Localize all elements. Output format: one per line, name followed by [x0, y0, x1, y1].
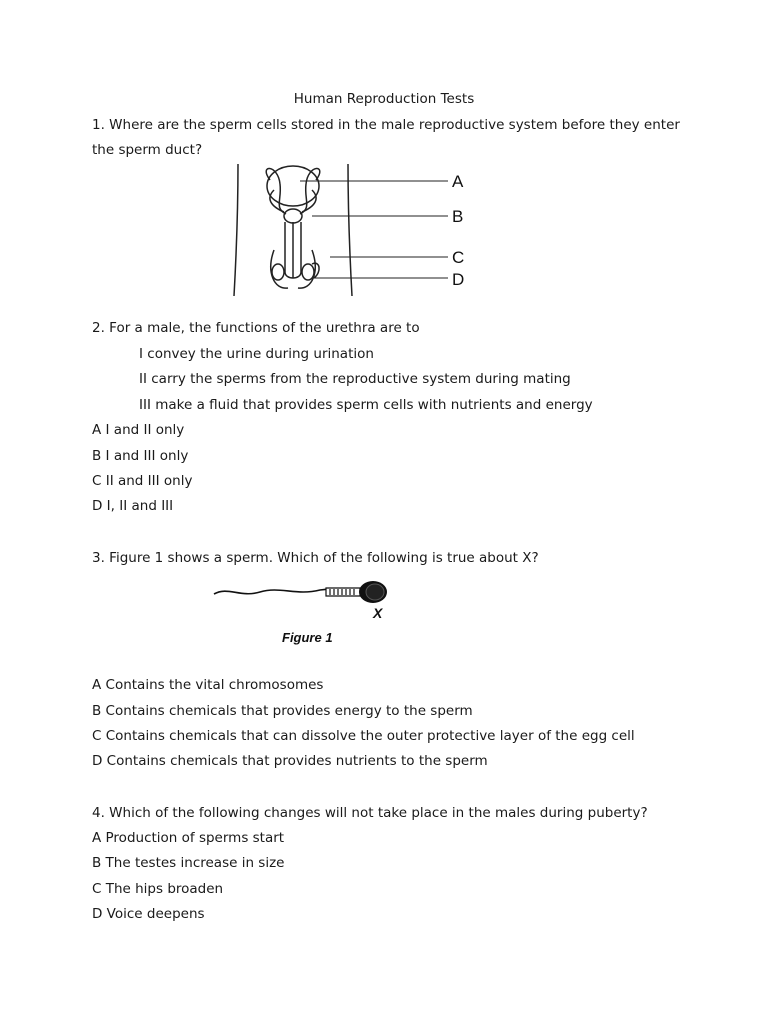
q2-option: B I and III only [92, 448, 189, 464]
prostate [284, 209, 302, 223]
page-title: Human Reproduction Tests [293, 91, 475, 107]
body-outline-right [348, 164, 352, 296]
figure-label-a: A [452, 172, 464, 191]
q2-statement: I convey the urine during urination [139, 346, 374, 362]
figure-label-x: X [373, 605, 383, 621]
q4-stem: 4. Which of the following changes will not take place in the males during puberty? [92, 805, 648, 821]
testis-left [272, 264, 284, 280]
q2-option: C II and III only [92, 473, 193, 489]
q3-stem: 3. Figure 1 shows a sperm. Which of the following is true about X? [92, 550, 539, 566]
sperm-figure [210, 572, 410, 656]
q3-option: D Contains chemicals that provides nutrients to the sperm [92, 753, 488, 769]
q4-option: B The testes increase in size [92, 855, 285, 871]
sperm-middle-piece [326, 588, 360, 596]
figure-label-d: D [452, 270, 465, 289]
body-outline-left [234, 164, 238, 296]
q3-option: C Contains chemicals that can dissolve the outer protective layer of the egg cell [92, 728, 635, 744]
q1-stem-line1: 1. Where are the sperm cells stored in the male reproductive system before they enter [92, 117, 680, 133]
q2-option: D I, II and III [92, 498, 174, 514]
q2-stem: 2. For a male, the functions of the urethra are to [92, 320, 420, 336]
figure-label-b: B [452, 207, 464, 226]
q2-option: A I and II only [92, 422, 185, 438]
q4-option: C The hips broaden [92, 881, 224, 897]
figure-label-c: C [452, 248, 465, 267]
q4-option: D Voice deepens [92, 906, 205, 922]
q3-option: B Contains chemicals that provides energy to the sperm [92, 703, 473, 719]
male-reproductive-system-figure [230, 160, 490, 300]
q2-statement: II carry the sperms from the reproductive system during mating [139, 371, 571, 387]
q1-stem-line2: the sperm duct? [92, 142, 203, 158]
q2-statement: III make a fluid that provides sperm cells with nutrients and energy [139, 397, 593, 413]
q4-option: A Production of sperms start [92, 830, 285, 846]
q3-option: A Contains the vital chromosomes [92, 677, 324, 693]
figure-caption: Figure 1 [282, 630, 333, 645]
testis-right [302, 264, 314, 280]
